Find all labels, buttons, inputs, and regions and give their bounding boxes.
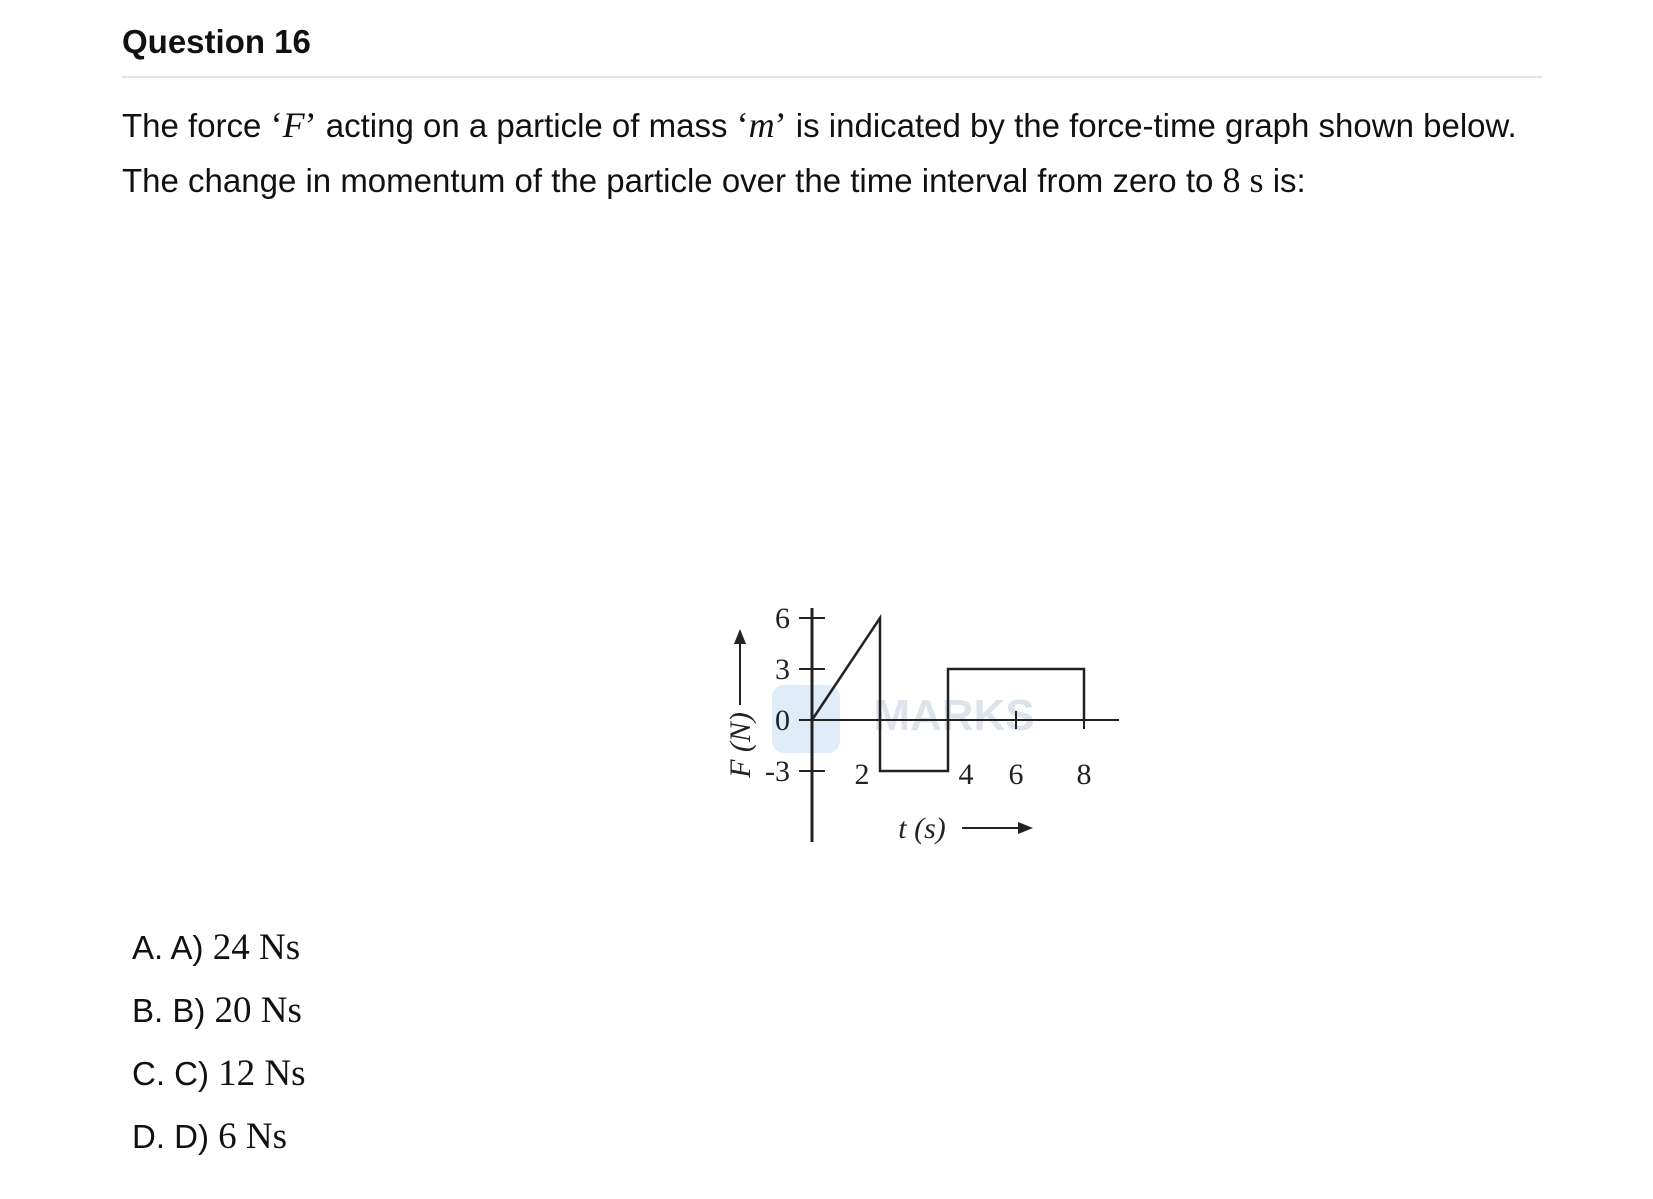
- question-title: Question 16: [122, 23, 311, 60]
- y-tick-label: -3: [765, 755, 790, 788]
- force-time-graph: [622, 602, 1172, 910]
- y-label-arrowhead-icon: [734, 629, 746, 644]
- x-tick-label: 2: [854, 758, 870, 791]
- math-mass-symbol: [737, 105, 787, 145]
- option-value: 12 Ns: [218, 1053, 306, 1094]
- stem-text-1: The force: [122, 107, 271, 144]
- option-letter: D.: [132, 1118, 165, 1155]
- option-c[interactable]: [132, 1051, 306, 1114]
- quote-close: ’: [774, 105, 787, 145]
- quote-open: ‘: [736, 105, 749, 145]
- option-b[interactable]: [132, 988, 306, 1051]
- answer-options: [132, 925, 306, 1177]
- y-tick-label: 3: [775, 653, 790, 686]
- option-letter: C.: [132, 1055, 165, 1092]
- option-value: 6 Ns: [218, 1116, 288, 1157]
- math-time-value: 8 s: [1222, 160, 1264, 200]
- stem-text-3: is indicated by the force-time graph shown below. The change in momentum of the particle over the time interval from zero to: [122, 107, 1517, 199]
- quote-open: ‘: [270, 105, 283, 145]
- x-tick-label: 4: [958, 758, 974, 791]
- x-tick-label: 6: [1008, 758, 1024, 791]
- x-label-arrowhead-icon: [1018, 822, 1033, 834]
- option-label: C): [174, 1055, 209, 1092]
- divider: [122, 76, 1542, 78]
- question-stem: [122, 98, 1542, 208]
- y-axis-label: F (N): [724, 712, 757, 778]
- stem-text-4: is:: [1263, 162, 1306, 199]
- y-tick-label: 0: [775, 704, 790, 737]
- series-line-force: [812, 618, 1084, 771]
- option-a[interactable]: [132, 925, 306, 988]
- y-tick-label: 6: [775, 602, 790, 635]
- option-label: D): [174, 1118, 209, 1155]
- x-axis-label: t (s): [898, 812, 946, 845]
- option-value: 20 Ns: [214, 990, 302, 1031]
- graph-svg: [622, 602, 1172, 910]
- option-label: B): [172, 992, 206, 1029]
- x-tick-label: 8: [1076, 758, 1092, 791]
- mass-variable: m: [748, 105, 775, 145]
- math-force-symbol: [271, 105, 317, 145]
- option-letter: B.: [132, 992, 164, 1029]
- option-label: A): [170, 929, 204, 966]
- stem-text-2: acting on a particle of mass: [316, 107, 737, 144]
- option-value: 24 Ns: [212, 927, 301, 968]
- option-letter: A.: [132, 929, 164, 966]
- quote-close: ’: [304, 105, 317, 145]
- force-variable: F: [282, 105, 305, 145]
- option-d[interactable]: [132, 1114, 306, 1177]
- watermark-text: MARKS: [873, 691, 1035, 740]
